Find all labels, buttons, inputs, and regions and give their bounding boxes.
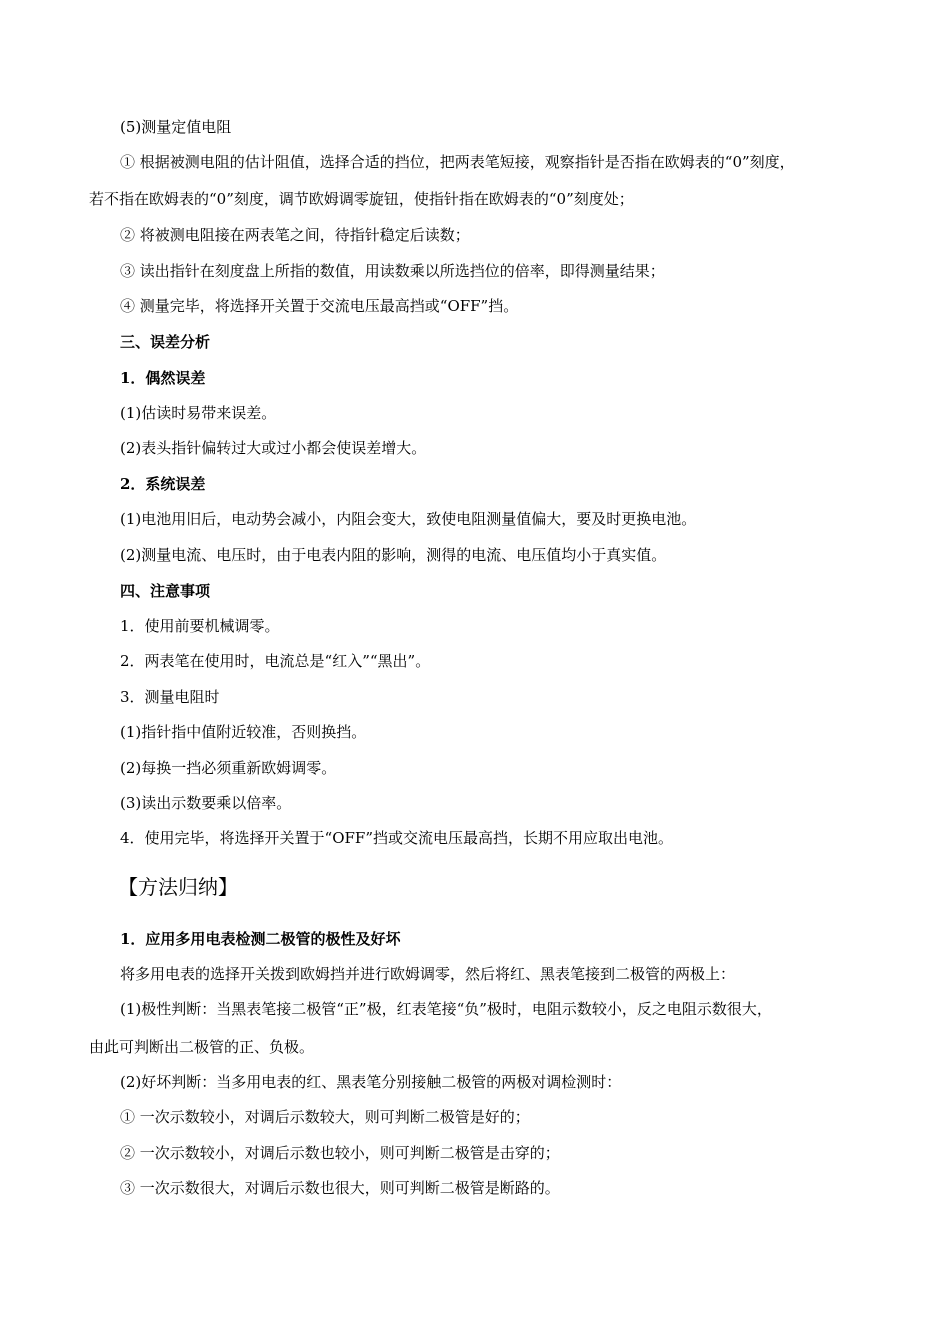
section-heading-error-analysis: 三、误差分析	[120, 333, 211, 351]
step-3: ③ 读出指针在刻度盘上所指的数值，用读数乘以所选挡位的倍率，即得测量结果；	[120, 262, 665, 280]
quality-case-1: ① 一次示数较小，对调后示数较大，则可判断二极管是好的；	[120, 1108, 530, 1126]
step-4: ④ 测量完毕，将选择开关置于交流电压最高挡或“OFF”挡。	[120, 297, 519, 315]
step-1-line-1: ① 根据被测电阻的估计阻值，选择合适的挡位，把两表笔短接，观察指针是否指在欧姆表的“0”刻度，	[120, 153, 795, 171]
systematic-error-item-1: (1)电池用旧后，电动势会减小，内阻会变大，致使电阻测量值偏大，要及时更换电池。	[120, 510, 697, 528]
diode-intro: 将多用电表的选择开关拨到欧姆挡并进行欧姆调零，然后将红、黑表笔接到二极管的两极上：	[120, 965, 736, 983]
precaution-3-item-1: (1)指针指中值附近较准，否则换挡。	[120, 723, 367, 741]
precaution-4: 4．使用完毕，将选择开关置于“OFF”挡或交流电压最高挡，长期不用应取出电池。	[120, 829, 673, 847]
polarity-line-1: (1)极性判断：当黑表笔接二极管“正”极，红表笔接“负”极时，电阻示数较小，反之电阻示数很大，	[120, 1000, 772, 1018]
heading-diode-test: 1．应用多用电表检测二极管的极性及好坏	[120, 930, 401, 948]
step-2: ② 将被测电阻接在两表笔之间，待指针稳定后读数；	[120, 226, 470, 244]
systematic-error-item-2: (2)测量电流、电压时，由于电表内阻的影响，测得的电流、电压值均小于真实值。	[120, 546, 667, 564]
section-heading-precautions: 四、注意事项	[120, 582, 211, 600]
precaution-3-item-3: (3)读出示数要乘以倍率。	[120, 794, 292, 812]
heading-random-error: 1．偶然误差	[120, 369, 206, 387]
section-heading-method-summary: 【方法归纳】	[118, 875, 238, 899]
step-1-line-2: 若不指在欧姆表的“0”刻度，调节欧姆调零旋钮，使指针指在欧姆表的“0”刻度处；	[89, 190, 634, 208]
quality-case-2: ② 一次示数较小，对调后示数也较小，则可判断二极管是击穿的；	[120, 1144, 560, 1162]
precaution-1: 1．使用前要机械调零。	[120, 617, 280, 635]
precaution-3-item-2: (2)每换一挡必须重新欧姆调零。	[120, 759, 337, 777]
quality-case-3: ③ 一次示数很大，对调后示数也很大，则可判断二极管是断路的。	[120, 1179, 560, 1197]
random-error-item-2: (2)表头指针偏转过大或过小都会使误差增大。	[120, 439, 427, 457]
polarity-line-2: 由此可判断出二极管的正、负极。	[89, 1038, 315, 1056]
subsection-heading-measure-resistor: (5)测量定值电阻	[120, 118, 232, 136]
heading-systematic-error: 2．系统误差	[120, 475, 206, 493]
precaution-3: 3．测量电阻时	[120, 688, 220, 706]
precaution-2: 2．两表笔在使用时，电流总是“红入”“黑出”。	[120, 652, 431, 670]
quality-check: (2)好坏判断：当多用电表的红、黑表笔分别接触二极管的两极对调检测时：	[120, 1073, 622, 1091]
random-error-item-1: (1)估读时易带来误差。	[120, 404, 277, 422]
